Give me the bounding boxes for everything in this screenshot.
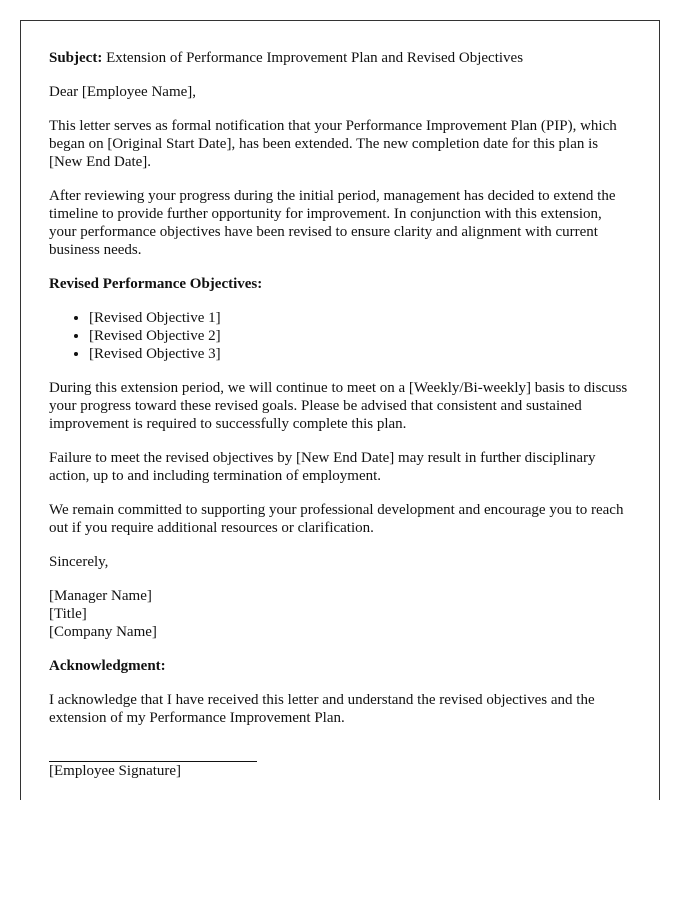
sender-title: [Title] <box>49 606 87 622</box>
subject-line <box>49 49 631 67</box>
list-item: • [Revised Objective 1] <box>89 309 631 327</box>
signature-label: [Employee Signature] <box>49 763 182 779</box>
letter-document <box>20 20 660 800</box>
paragraph-review: After reviewing your progress during the initial period, management has decided to extend the timeline to provide further opportunity for improvement. In conjunction with this extension, your performance objectives have been revised to ensure clarity and alignment with current business needs. <box>49 188 616 258</box>
paragraph-consequences: Failure to meet the revised objectives by [New End Date] may result in further disciplinary action, up to and including termination of employment. <box>49 450 596 484</box>
sender-block <box>49 587 631 641</box>
sender-company: [Company Name] <box>49 624 157 640</box>
list-item: • [Revised Objective 2] <box>89 327 631 345</box>
salutation: Dear [Employee Name], <box>49 84 197 100</box>
subject-label: Subject: <box>49 50 103 66</box>
paragraph-notification: This letter serves as formal notification that your Performance Improvement Plan (PIP), which began on [Original Start Date], has been extended. The new completion date for this plan is [New End Date]. <box>49 118 617 170</box>
objectives-list <box>49 309 631 363</box>
sender-name: [Manager Name] <box>49 588 152 604</box>
closing: Sincerely, <box>49 554 109 570</box>
paragraph-meetings: During this extension period, we will continue to meet on a [Weekly/Bi-weekly] basis to discuss your progress toward these revised goals. Please be advised that consistent and sustained improvement is required to successfully complete this plan. <box>49 380 628 432</box>
acknowledgment-heading: Acknowledgment: <box>49 658 166 674</box>
acknowledgment-text: I acknowledge that I have received this letter and understand the revised objectives and the extension of my Performance Improvement Plan. <box>49 692 595 726</box>
objectives-heading: Revised Performance Objectives: <box>49 276 263 292</box>
list-item: • [Revised Objective 3] <box>89 345 631 363</box>
subject-text: Extension of Performance Improvement Plan and Revised Objectives <box>102 50 524 66</box>
paragraph-support: We remain committed to supporting your professional development and encourage you to reach out if you require additional resources or clarification. <box>49 502 624 536</box>
